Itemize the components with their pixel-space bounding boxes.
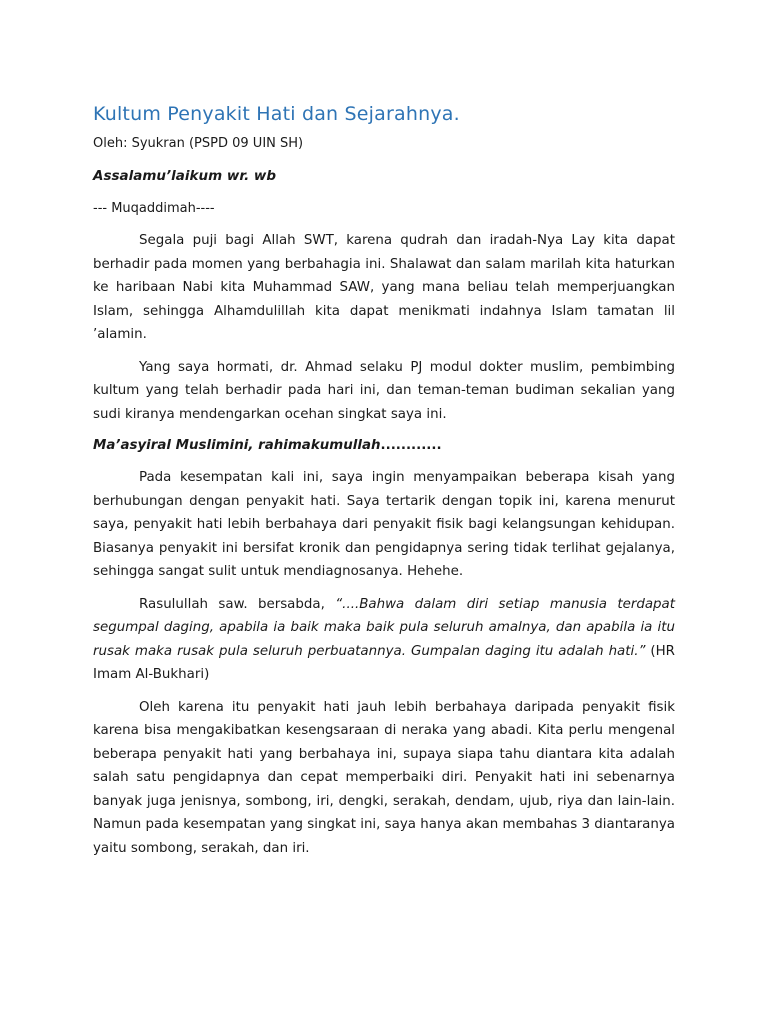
document-page xyxy=(93,96,675,860)
address-heading-dots: ............ xyxy=(380,438,442,453)
paragraph-topic-intro: Pada kesempatan kali ini, saya ingin menyampaikan beberapa kisah yang berhubungan dengan penyakit hati. Saya tertarik dengan topik ini, karena menurut saya, penyakit hati lebih berbahaya dari penyakit fisik bagi kelangsungan kehidupan. Biasanya penyakit ini bersifat kronik dan pengidapnya sering tidak terlihat gejalanya, sehingga sangat sulit untuk mendiagnosanya. Hehehe. xyxy=(93,470,675,579)
hadith-quote: “....Bahwa dalam diri setiap manusia terdapat segumpal daging, apabila ia baik maka baik pula seluruh amalnya, dan apabila ia itu rusak maka rusak pula seluruh perbuatannya. Gumpalan daging itu adalah hati.” xyxy=(93,596,676,659)
hadith-intro: Rasulullah saw. bersabda, xyxy=(139,596,336,612)
section-heading-muqaddimah: --- Muqaddimah---- xyxy=(93,201,215,216)
paragraph-greetings: Yang saya hormati, dr. Ahmad selaku PJ modul dokter muslim, pembimbing kultum yang telah berhadir pada hari ini, dan teman-teman budiman sekalian yang sudi kiranya mendengarkan ocehan singkat saya ini. xyxy=(93,359,675,422)
paragraph-opening: Segala puji bagi Allah SWT, karena qudrah dan iradah-Nya Lay kita dapat berhadir pada momen yang berbahagia ini. Shalawat dan salam marilah kita haturkan ke haribaan Nabi kita Muhammad SAW, yang mana beliau telah memperjuangkan Islam, sehingga Alhamdulillah kita dapat menikmati indahnya Islam tamatan lil ’alamin. xyxy=(93,233,675,342)
greeting-line: Assalamu’laikum wr. wb xyxy=(93,168,277,184)
address-heading xyxy=(93,434,675,457)
address-heading-text: Ma’asyiral Muslimini, rahimakumullah xyxy=(93,438,381,453)
paragraph-conclusion: Oleh karena itu penyakit hati jauh lebih berbahaya daripada penyakit fisik karena bisa mengakibatkan kesengsaraan di neraka yang abadi. Kita perlu mengenal beberapa penyakit hati yang berbahaya ini, supaya siapa tahu diantara kita adalah salah satu pengidapnya dan cepat memperbaiki diri. Penyakit hati ini sebenarnya banyak juga jenisnya, sombong, iri, dengki, serakah, dendam, ujub, riya dan lain-lain. Namun pada kesempatan yang singkat ini, saya hanya akan membahas 3 diantaranya yaitu sombong, serakah, dan iri. xyxy=(93,699,675,856)
document-title: Kultum Penyakit Hati dan Sejarahnya. xyxy=(93,103,460,125)
author-line: Oleh: Syukran (PSPD 09 UIN SH) xyxy=(93,136,304,151)
paragraph-hadith xyxy=(93,593,675,687)
hadith-source: (HR Imam Al-Bukhari) xyxy=(93,643,675,682)
